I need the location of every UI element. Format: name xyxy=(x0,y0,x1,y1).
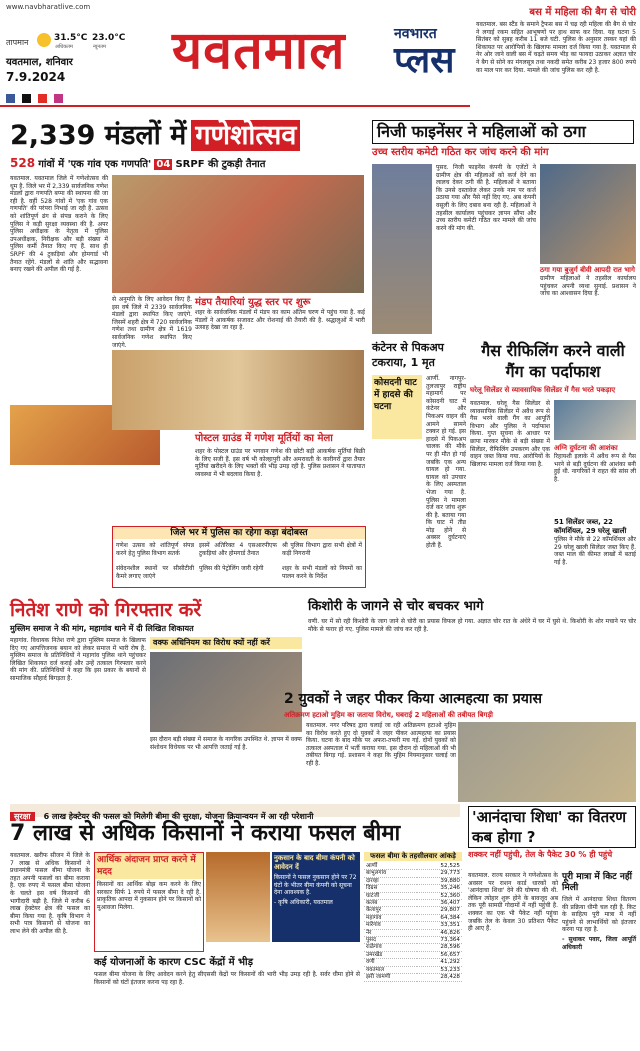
anandacha-subhead: शक्कर नहीं पहुंची, तेल के पैकेट 30 % ही पहुंचे xyxy=(468,850,613,859)
bima-photo xyxy=(206,852,270,942)
tahsil-count: 53,233 xyxy=(417,966,462,973)
ganesh-headline-red: गणेशोत्सव xyxy=(191,120,300,151)
ganesh-headline-num: 2,339 मंडलों में xyxy=(10,120,187,151)
bima-quote-person: - कृषि अधिकारी, यवतमाल xyxy=(274,898,333,906)
bima-quote-title: नुकसान के बाद बीमा कंपनी को आवेदन दें xyxy=(274,854,355,871)
table-row xyxy=(364,877,462,884)
security-item-4: संवेदनशील स्थानों पर सीसीटीवी कैमरे लगाए जाएंगे xyxy=(116,565,194,580)
facebook-icon[interactable] xyxy=(6,94,15,103)
strip xyxy=(10,804,460,821)
bima-table xyxy=(364,863,462,982)
tahsil-count: 46,826 xyxy=(417,929,462,936)
anandacha-side xyxy=(562,872,636,1042)
tahsil-count: 39,880 xyxy=(417,877,462,884)
table-row xyxy=(364,944,462,951)
bima-quote xyxy=(272,852,360,942)
tahsil-count: 52,360 xyxy=(417,892,462,899)
title-main: यवतमाल xyxy=(172,21,346,81)
temp-max-label: अधिकतम xyxy=(55,44,73,50)
ganesh-subhead xyxy=(10,155,365,171)
table-row xyxy=(364,885,462,892)
ganesh-photo-caption xyxy=(195,296,365,356)
table-row xyxy=(364,892,462,899)
csc-body: फसल बीमा योजना के लिए आवेदन करने हेतु सीएससी केंद्रों पर किसानों की भारी भीड़ उमड़ रही है. सर्वर धीमा होने से किसानों को घंटों इंतजार करना पड़ रहा है. xyxy=(94,971,360,986)
tahsil-name: केलापुर xyxy=(364,907,417,914)
ganesh-body: यवतमाल. यवतमाल जिले में गणेशोत्सव की धूम है. जिले भर में 2,339 सार्वजनिक गणेश मंडलों द्वारा गणपति बप्पा की स्थापना की जा रही है. वहीं 528 गांवों में 'एक गांव एक गणपति' की परंपरा निभाई जा रही है. उत्सव को शांतिपूर्ण ढंग से संपन्न कराने के लिए पुलिस ने कड़ी सुरक्षा व्यवस्था की है. अपर पुलिस अधीक्षक के नेतृत्व में पुलिस उपअधीक्षक, निरीक्षक और बड़ी संख्या में पुलिस कर्मी तैनात किए गए हैं. साथ ही SRPF की 4 टुकड़ियां और होमगार्ड भी तैनात रहेंगे. मंडलों से शांति और सद्भावना बनाए रखने की अपील की गई है. xyxy=(10,175,108,274)
masthead-rule xyxy=(0,105,470,107)
security-item-3: श्री पुलिस विभाग द्वारा सभी क्षेत्रों में कड़ी निगरानी xyxy=(282,542,362,557)
table-row xyxy=(364,929,462,936)
table-row xyxy=(364,863,462,870)
finance-caption xyxy=(540,266,636,336)
tahsil-name: महागांव xyxy=(364,914,417,921)
ganesh-photo-main xyxy=(112,175,364,293)
nitesh-headline: नितेश राणे को गिरफ्तार करें xyxy=(10,599,202,621)
bima-quote-body: किसानों ने फसल नुकसान होने पर 72 घंटों के भीतर बीमा कंपनी को सूचना देना आवश्यक है. xyxy=(274,874,357,897)
tahsil-count: 29,773 xyxy=(417,870,462,877)
title-brand: नवभारत xyxy=(394,26,437,42)
strip-text: 6 लाख हेक्टेयर की फसल को मिलेगी बीमा की सुरक्षा, योजना क्रियान्वयन में आ रही परेशानी xyxy=(43,812,314,821)
finance-headline: निजी फाइनेंसर ने महिलाओं को ठगा xyxy=(372,120,634,144)
tahsil-count: 35,246 xyxy=(417,885,462,892)
table-row xyxy=(364,900,462,907)
ganesh-headline xyxy=(10,118,365,154)
tahsil-name: मारेगांव xyxy=(364,922,417,929)
tahsil-count: 41,292 xyxy=(417,959,462,966)
finance-photo-2 xyxy=(540,164,636,264)
sub-num: 528 xyxy=(10,156,36,170)
table-row xyxy=(364,914,462,921)
container-body: आर्णी. नागपुर-तुलजापुर राष्ट्रीय महामार्ग पर कोसदनी घाट में कंटेनर और पिकअप वाहन की आमने सामने टक्कर हो गई. इस हादसे में पिकअप चालक की मौके पर ही मौत हो गई जबकि एक अन्य घायल हो गया. घायल को उपचार के लिए अस्पताल भेजा गया है. पुलिस ने मामला दर्ज कर जांच शुरू की है. बताया गया कि घाट में तीव्र मोड़ होने से अक्सर दुर्घटनाएं होती हैं. xyxy=(426,375,466,550)
yuvak-headline: 2 युवकों ने जहर पीकर किया आत्महत्या का प्रयास xyxy=(284,691,542,707)
bima-box xyxy=(94,852,204,952)
finance-subhead: उच्च स्तरीय कमेटी गठित कर जांच करने की मांग xyxy=(372,147,549,158)
weather-label: तापमान xyxy=(6,38,29,47)
container-box: कोसदनी घाट में हादसे की घटना xyxy=(372,375,422,439)
anandacha-body: यवतमाल. राज्य सरकार ने गणेशोत्सव के अवसर पर राशन कार्ड धारकों को 'आनंदाचा शिधा' देने की घोषणा की थी. लेकिन त्योहार शुरू होने के बावजूद अब तक पूरी सामग्री गोदामों में नहीं पहुंची है. शक्कर का एक भी पैकेट नहीं पहुंचा जबकि तेल के केवल 30 प्रतिशत पैकेट ही आए हैं. xyxy=(468,872,558,933)
mela-title: पोस्टल ग्राउंड में गणेश मूर्तियों का मेला xyxy=(195,433,333,444)
finance-caption-title: ठगा गया बुजुर्ग बीवी आपदी रात भागे xyxy=(540,266,635,274)
tahsil-name: वणी xyxy=(364,959,417,966)
bima-table-box xyxy=(364,852,462,1048)
temp-min-label: न्यूनतम xyxy=(93,44,106,50)
anandacha-headline: 'आनंदाचा शिधा' का वितरण कब होगा ? xyxy=(468,806,636,848)
mela-body: शहर के पोस्टल ग्राउंड पर भगवान गणेश की छोटी बड़ी आकर्षक मूर्तियां बिक्री के लिए सजी हैं. इस वर्ष भी कोल्हापुरी और अमरावती के कारीगरों द्वारा तैयार मूर्तियां खरीदने के लिए भक्तों की भीड़ उमड़ रही है. पुलिस प्रशासन ने यातायात व्यवस्था में भी बदलाव किया है. xyxy=(195,448,365,478)
gas-stat-body: पुलिस ने मौके से 22 कॉमर्शियल और 29 घरेलू खाली सिलेंडर जब्त किए हैं. जब्त माल की कीमत लाखों में बताई गई है. xyxy=(554,536,636,566)
table-row xyxy=(364,974,462,981)
gas-stat xyxy=(554,518,636,588)
bima-box-title: आर्थिक अंदाजन प्राप्त करने में मदद xyxy=(95,853,203,879)
kishori-body: वणी. घर में सो रही किशोरी के जाग जाने से चोरी का प्रयास विफल हो गया. अज्ञात चोर रात के अंधेरे में घर में घुसे थे. किशोरी के शोर मचाने पर चोर मौके से फरार हो गए. पुलिस मामले की जांच कर रही है. xyxy=(308,618,636,633)
table-row xyxy=(364,907,462,914)
gas-stat-title: 51 सिलेंडर जब्त, 22 कॉमर्शियल, 29 घरेलू खाली xyxy=(554,518,627,535)
nitesh-body-2: इस दौरान बड़ी संख्या में समाज के नागरिक उपस्थित थे. ज्ञापन में वक्फ संशोधन विधेयक पर भी आपत्ति जताई गई है. xyxy=(150,736,302,751)
anandacha-side-title: पूरी मात्रा में किट नहीं मिली xyxy=(562,872,632,893)
youtube-icon[interactable] xyxy=(38,94,47,103)
gas-photo xyxy=(554,400,636,440)
brief-bag-theft xyxy=(476,6,636,116)
nitesh-body: महागांव. विधायक नितेश राणे द्वारा मुस्लिम समाज के खिलाफ दिए गए आपत्तिजनक बयान को लेकर समाज में भारी रोष है. मुस्लिम समाज के प्रतिनिधियों ने महागांव पुलिस थाने पहुंचकर लिखित शिकायत दर्ज कराई और उन्हें तत्काल गिरफ्तार करने की मांग की. प्रतिनिधियों ने कहा कि इस प्रकार के बयानों से सामाजिक सौहार्द बिगड़ता है. xyxy=(10,637,146,682)
sub-text2: SRPF की टुकड़ी तैनात xyxy=(175,159,266,170)
security-item-5: पुलिस की पेट्रोलिंग जारी रहेगी xyxy=(199,565,264,572)
tahsil-name: दारव्हा xyxy=(364,877,417,884)
table-row xyxy=(364,959,462,966)
tahsil-count: 73,364 xyxy=(417,937,462,944)
sun-icon xyxy=(37,33,51,47)
social-icons xyxy=(6,88,66,98)
security-title: जिले भर में पुलिस का रहेगा कड़ा बंदोबस्त xyxy=(113,527,365,539)
x-icon[interactable] xyxy=(22,94,31,103)
tahsil-name: घाटंजी xyxy=(364,892,417,899)
yuvak-photo xyxy=(458,722,636,802)
tahsil-name: दिग्रस xyxy=(364,885,417,892)
table-row xyxy=(364,937,462,944)
tahsil-count: 56,657 xyxy=(417,951,462,958)
yuvak-subhead: अतिक्रमण हटाओ मुहिम का जताया विरोध, घबराई 2 महिलाओं की तबीयत बिगड़ी xyxy=(284,711,494,719)
nitesh-subhead: मुस्लिम समाज ने की मांग, महागांव थाने में दी लिखित शिकायत xyxy=(10,624,194,633)
tahsil-name: उमरखेड xyxy=(364,951,417,958)
container-headline: कंटेनर से पिकअप टकराया, 1 मृत xyxy=(372,341,444,369)
finance-body: पुसद. निजी फाइनेंस कंपनी के एजेंटों ने ग्रामीण क्षेत्र की महिलाओं को कर्ज देने का लालच देकर ठगी की है. महिलाओं ने बताया कि उनसे दस्तावेज लेकर उनके नाम पर कर्ज उठाया गया और पैसे नहीं दिए गए. अब कंपनी वसूली के लिए दबाव बना रही है. महिलाओं ने तहसील कार्यालय पहुंचकर ज्ञापन सौंपा और उच्च स्तरीय कमेटी गठित कर मामले की जांच करने की मांग की. xyxy=(436,164,536,232)
container-body-2 xyxy=(372,442,464,582)
nitesh-box: वक्फ अधिनियम का विरोध क्यों नहीं करें xyxy=(150,637,302,649)
tahsil-name: पुसद xyxy=(364,937,417,944)
anandacha-side-body: जिले में आनंदाचा शिधा वितरण की प्रक्रिया धीमी चल रही है. किट के साहित्य पूरी मात्रा में नहीं पहुंचने से लाभार्थियों को इंतजार करना पड़ रहा है. xyxy=(562,896,636,934)
table-row xyxy=(364,966,462,973)
tahsil-count: 28,428 xyxy=(417,974,462,981)
nitesh-photo xyxy=(150,652,302,732)
gas-subhead: घरेलू सिलेंडर से व्यावसायिक सिलेंडर में गैस भरते पकड़ाए xyxy=(470,386,616,394)
bima-table-title: फसल बीमा के तहसीलवार आंकड़े xyxy=(364,852,462,861)
bima-box-body: किसानों का आर्थिक बोझ कम करने के लिए सरकार सिर्फ 1 रुपये में फसल बीमा दे रही है. प्राकृतिक आपदा में नुकसान होने पर किसानों को मुआवजा मिलेगा. xyxy=(97,881,202,911)
brief-title: बस में महिला की बैग से चोरी xyxy=(529,7,636,18)
website-url[interactable]: www.navbharatlive.com xyxy=(6,3,91,11)
security-item-2: इसमें अतिरिक्त 4 एसआरपीएफ टुकड़ियां और होमगार्ड तैनात xyxy=(199,542,277,557)
gas-headline: गैस रीफिलिंग करने वाली गैंग का पर्दाफाश xyxy=(481,341,625,381)
kishori-headline: किशोरी के जागने से चोर बचकर भागे xyxy=(308,599,484,614)
instagram-icon[interactable] xyxy=(54,94,63,103)
security-item-6: शहर के सभी मंडलों को नियमों का पालन करने के निर्देश xyxy=(282,565,362,580)
gas-side-body: रिहायशी इलाके में अवैध रूप से गैस भरने से बड़ी दुर्घटना की आशंका बनी हुई थी. नागरिकों ने राहत की सांस ली है. xyxy=(554,453,636,483)
anandacha-quote-person: - सुधाकर पवार, जिला आपूर्ति अधिकारी xyxy=(562,935,636,951)
tahsil-name: आर्णी xyxy=(364,863,417,870)
temp-max: 31.5°C xyxy=(54,33,88,43)
security-box xyxy=(112,526,366,588)
table-row xyxy=(364,951,462,958)
photo-caption-title: मंडप तैयारियां युद्ध स्तर पर शुरू xyxy=(195,297,311,308)
sub-num2: 04 xyxy=(156,159,171,170)
tahsil-count: 29,807 xyxy=(417,907,462,914)
city-day: यवतमाल, शनिवार xyxy=(6,57,73,68)
tahsil-count: 36,407 xyxy=(417,900,462,907)
security-item-1: गणेश उत्सव को शांतिपूर्ण संपन्न करने हेतु पुलिस विभाग सतर्क xyxy=(116,542,194,557)
bima-body: यवतमाल. खरीफ सीजन में जिले के 7 लाख से अधिक किसानों ने प्रधानमंत्री फसल बीमा योजना के तहत अपनी फसलों का बीमा कराया है. एक रुपए में फसल बीमा योजना के चलते इस वर्ष किसानों की भागीदारी बढ़ी है. जिले में करीब 6 लाख हेक्टेयर क्षेत्र की फसल का बीमा किया गया है. कृषि विभाग ने सभी पात्र किसानों से योजना का लाभ लेने की अपील की है. xyxy=(10,852,90,935)
title-plus: प्लस xyxy=(394,40,455,81)
tahsil-name: बाभुलगांव xyxy=(364,870,417,877)
table-row xyxy=(364,922,462,929)
csc-title: कई योजनाओं के कारण CSC केंद्रों में भीड़ xyxy=(94,957,253,968)
ganesh-body-2: से अनुमति के लिए आवेदन किए हैं. इस वर्ष जिले में 2339 सार्वजनिक मंडलों द्वारा स्थापित किए जाएंगे. जिसमें शहरी क्षेत्र में 720 सार्वजनिक गणेश तथा ग्रामीण क्षेत्र में 1619 सार्वजनिक गणेश स्थापित किए जाएंगे. xyxy=(112,296,193,349)
table-row xyxy=(364,870,462,877)
bima-headline: 7 लाख से अधिक किसानों ने कराया फसल बीमा xyxy=(10,821,401,846)
photo-caption-text: शहर के सार्वजनिक मंडलों में मंडप का काम अंतिम चरण में पहुंच गया है. कई मंडलों ने आकर्षक सजावट और रोशनाई की तैयारी की है. श्रद्धालुओं में भारी उत्साह देखा जा रहा है. xyxy=(195,309,365,332)
tahsil-name: झरी जामणी xyxy=(364,974,417,981)
tahsil-name: राळेगांव xyxy=(364,944,417,951)
tahsil-name: कलंब xyxy=(364,900,417,907)
tahsil-count: 64,384 xyxy=(417,914,462,921)
strip-tag: सुरक्षा xyxy=(10,812,35,821)
tahsil-name: नेर xyxy=(364,929,417,936)
finance-photo xyxy=(372,164,432,334)
tahsil-count: 52,525 xyxy=(417,863,462,870)
tahsil-count: 28,596 xyxy=(417,944,462,951)
temp-min: 23.0°C xyxy=(92,33,126,43)
yuvak-body: यवतमाल. नगर परिषद द्वारा चलाई जा रही अतिक्रमण हटाओ मुहिम का विरोध करते हुए दो युवकों ने जहर पीकर आत्महत्या का प्रयास किया. घटना के बाद मौके पर अफरा-तफरी मच गई. दोनों युवकों को तत्काल अस्पताल में भर्ती कराया गया. इस दौरान दो महिलाओं की भी तबीयत बिगड़ गई. प्रशासन ने कहा कि मुहिम नियमानुसार चलाई जा रही है. xyxy=(306,722,456,767)
ganesh-mela-photo xyxy=(112,350,364,430)
tahsil-name: यवतमाल xyxy=(364,966,417,973)
gas-body: यवतमाल. घरेलू गैस सिलेंडर से व्यावसायिक सिलेंडर में अवैध रूप से गैस भरने वाली गैंग का आपूर्ति विभाग और पुलिस ने पर्दाफाश किया. गुप्त सूचना के आधार पर छापा मारकर मौके से बड़ी संख्या में सिलेंडर, रीफिलिंग उपकरण और एक वाहन जब्त किया गया. आरोपियों के खिलाफ मामला दर्ज किया गया है. xyxy=(470,400,550,468)
gas-side xyxy=(554,444,636,514)
edition-date: 7.9.2024 xyxy=(6,70,66,84)
gas-side-title: अग्नि दुर्घटना की आशंका xyxy=(554,444,618,452)
finance-caption-text: ग्रामीण महिलाओं ने तहसील कार्यालय पहुंचकर अपनी व्यथा सुनाई. प्रशासन ने जांच का आश्वासन दिया है. xyxy=(540,275,636,298)
tahsil-count: 33,351 xyxy=(417,922,462,929)
sub-text: गांवों में 'एक गांव एक गणपति' xyxy=(38,159,152,170)
brief-body: यवतमाल. बस स्टैंड के समाने ट्रैफस बस में चढ़ रही महिला की बैग से चोर ने लगाई रकम सहित आभूषणों पर हाथ साफ कर दिया. यह घटना 5 सितंबर को सुबह करीब 11 बजे घटी. पुलिस के अनुसार तस्कर यहां की शिकायत पर आरोपियों के खिलाफ मामला दर्ज किया गया है. यवतमाल से नेर ओर जाने वाली बस में चढ़ते समय भीड़ का फायदा उठाकर अज्ञात चोर ने बैग से सोने का मंगलसूत्र तथा नकदी समेत करीब 23 हजार 800 रुपये का माल पार कर दिया. मामले की जांच पुलिस कर रही है. xyxy=(476,21,636,74)
